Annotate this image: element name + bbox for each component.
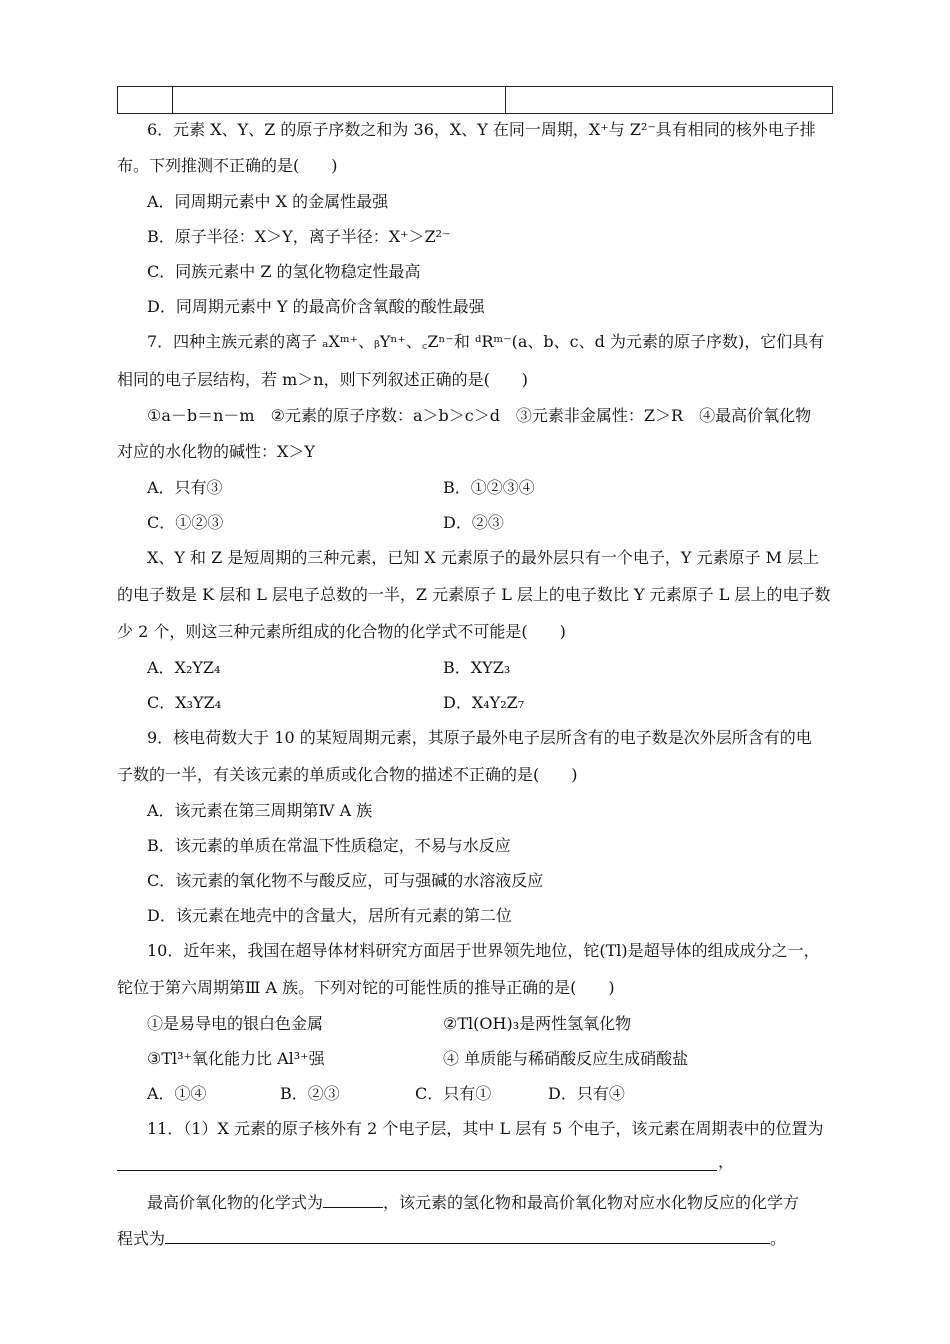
q10-option-b: B．②③ bbox=[280, 1084, 340, 1103]
q8-line2: 的电子数是 K 层和 L 层电子总数的一半，Z 元素原子 L 层上的电子数比 Y 元素原子 L 层上的电子数 bbox=[117, 585, 831, 604]
q9-line2: 子数的一半，有关该元素的单质或化合物的描述不正确的是( ) bbox=[117, 765, 578, 784]
q10-statement-1: ①是易导电的银白色金属 bbox=[147, 1014, 324, 1033]
q8-option-d: D．X₄Y₂Z₇ bbox=[443, 693, 525, 712]
q11-line4-prefix: 程式为 bbox=[117, 1229, 166, 1248]
header-table bbox=[117, 86, 833, 114]
q8-option-b: B．XYZ₃ bbox=[443, 658, 511, 677]
q6-option-a: A．同周期元素中 X 的金属性最强 bbox=[147, 192, 389, 211]
q9-option-c: C．该元素的氧化物不与酸反应，可与强碱的水溶液反应 bbox=[147, 871, 544, 890]
q8-line1: X、Y 和 Z 是短周期的三种元素，已知 X 元素原子的最外层只有一个电子，Y 元素原子 M 层上 bbox=[147, 548, 820, 567]
q11-line3-prefix: 最高价氧化物的化学式为 bbox=[147, 1193, 324, 1212]
q9-option-b: B．该元素的单质在常温下性质稳定，不易与水反应 bbox=[147, 836, 511, 855]
q9-option-d: D．该元素在地壳中的含量大，居所有元素的第二位 bbox=[147, 906, 512, 925]
q6-line1: 6．元素 X、Y、Z 的原子序数之和为 36，X、Y 在同一周期，X⁺与 Z²⁻具有相同的核外电子排 bbox=[147, 120, 816, 139]
q6-option-c: C．同族元素中 Z 的氢化物稳定性最高 bbox=[147, 262, 421, 281]
answer-blank-equation[interactable] bbox=[165, 1229, 770, 1244]
q7-option-c: C．①②③ bbox=[147, 513, 224, 532]
q9-line1: 9．核电荷数大于 10 的某短周期元素，其原子最外电子层所含有的电子数是次外层所含有的电 bbox=[147, 728, 812, 747]
q7-line1: 7．四种主族元素的离子 ₐXᵐ⁺、ᵦYⁿ⁺、꜀Zⁿ⁻和 ᵈRᵐ⁻(a、b、c、d 为元素的原子序数)，它们具有 bbox=[147, 332, 825, 351]
q11-line3 bbox=[147, 1193, 799, 1213]
table-cell bbox=[506, 87, 833, 114]
q11-line4 bbox=[117, 1229, 786, 1249]
q10-option-d: D．只有④ bbox=[548, 1084, 625, 1103]
q6-option-b: B．原子半径：X＞Y，离子半径：X⁺＞Z²⁻ bbox=[147, 227, 451, 246]
q9-option-a: A．该元素在第三周期第Ⅳ A 族 bbox=[147, 801, 373, 820]
q6-line2: 布。下列推测不正确的是( ) bbox=[117, 156, 338, 175]
q10-statement-4: ④ 单质能与稀硝酸反应生成硝酸盐 bbox=[443, 1049, 689, 1068]
q10-option-c: C．只有① bbox=[415, 1084, 492, 1103]
q10-line1: 10．近年来，我国在超导体材料研究方面居于世界领先地位，铊(Tl)是超导体的组成成分之一， bbox=[147, 941, 820, 960]
q7-line2: 相同的电子层结构，若 m＞n，则下列叙述正确的是( ) bbox=[117, 370, 529, 389]
q11-line1: 11．（1）X 元素的原子核外有 2 个电子层，其中 L 层有 5 个电子，该元素在周期表中的位置为 bbox=[147, 1119, 824, 1138]
q7-line3: ①a－b＝n－m ②元素的原子序数：a＞b＞c＞d ③元素非金属性：Z＞R ④最高价氧化物 bbox=[147, 406, 812, 425]
answer-blank-position[interactable] bbox=[117, 1158, 717, 1171]
q8-option-c: C．X₃YZ₄ bbox=[147, 693, 222, 712]
table-cell bbox=[118, 87, 173, 114]
q8-option-a: A．X₂YZ₄ bbox=[147, 658, 221, 677]
q10-statement-3: ③Tl³⁺氧化能力比 Al³⁺强 bbox=[147, 1049, 325, 1068]
q7-option-d: D．②③ bbox=[443, 513, 504, 532]
q7-option-b: B．①②③④ bbox=[443, 478, 535, 497]
q10-line2: 铊位于第六周期第Ⅲ A 族。下列对铊的可能性质的推导正确的是( ) bbox=[117, 978, 615, 997]
q10-statement-2: ②Tl(OH)₃是两性氢氧化物 bbox=[443, 1014, 632, 1033]
q10-option-a: A．①④ bbox=[147, 1084, 207, 1103]
q11-comma: ， bbox=[718, 1152, 735, 1171]
q11-line3-suffix: ，该元素的氢化物和最高价氧化物对应水化物反应的化学方 bbox=[383, 1193, 800, 1212]
q7-line4: 对应的水化物的碱性：X＞Y bbox=[117, 442, 315, 461]
answer-blank-oxide-formula[interactable] bbox=[323, 1193, 383, 1208]
table-cell bbox=[173, 87, 506, 114]
q7-option-a: A．只有③ bbox=[147, 478, 223, 497]
q8-line3: 少 2 个，则这三种元素所组成的化合物的化学式不可能是( ) bbox=[117, 622, 566, 641]
q11-line4-suffix: 。 bbox=[770, 1229, 787, 1248]
q6-option-d: D．同周期元素中 Y 的最高价含氧酸的酸性最强 bbox=[147, 297, 485, 316]
